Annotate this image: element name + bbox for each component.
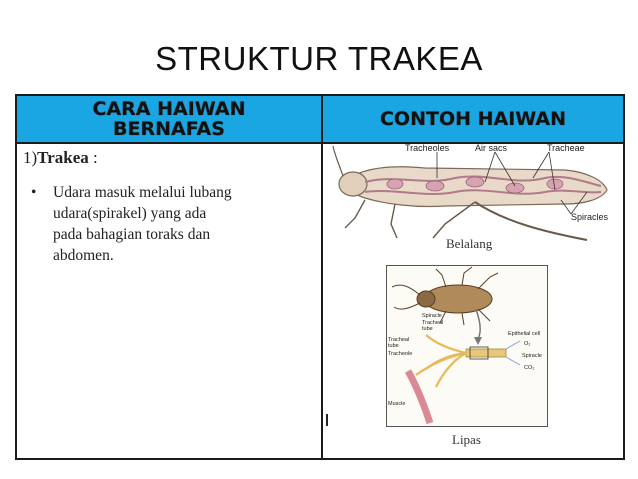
muscle (408, 371, 430, 423)
cockroach-diagram (386, 265, 548, 427)
label-tracheole: Tracheole (388, 351, 413, 357)
cockroach-head (417, 291, 435, 307)
bullet-icon: • (31, 184, 37, 201)
label-spiracles: Spiracles (571, 212, 609, 222)
header-left-label: CARA HAIWAN BERNAFAS (92, 98, 246, 140)
label-co2: CO₂ (524, 365, 535, 371)
label-muscle: Muscle (388, 401, 406, 407)
label-epithelial: Epithelial cell (508, 331, 541, 337)
trakea-heading (23, 148, 98, 168)
bullet-point (31, 182, 311, 266)
label-air-sacs: Air sacs (475, 143, 508, 153)
header-cara-haiwan-bernafas (17, 96, 323, 144)
bullet-text: Udara masuk melalui lubang udara(spirakel) yang ada pada bahagian toraks dan abdomen. (53, 184, 232, 264)
caption-belalang: Belalang (446, 236, 493, 251)
label-spiracle-left: Spiracle (422, 313, 442, 319)
column-divider (321, 142, 323, 458)
label-tube-2: tube (388, 343, 399, 349)
stray-mark (326, 414, 328, 426)
grasshopper-antenna (333, 146, 343, 176)
item-title: Trakea (37, 148, 89, 167)
label-tube-1: tube (422, 326, 433, 332)
label-tracheae: Tracheae (547, 143, 585, 153)
label-tracheoles: Tracheoles (405, 143, 450, 153)
caption-lipas: Lipas (452, 432, 481, 447)
item-number: 1) (23, 148, 38, 167)
label-spiracle-right: Spiracle (522, 353, 542, 359)
slide-title: STRUKTUR TRAKEA (155, 40, 483, 77)
header-contoh-haiwan (323, 96, 623, 144)
item-colon: : (88, 148, 98, 167)
label-tracheal-2: Tracheal (388, 337, 410, 343)
label-tracheal-1: Tracheal (422, 320, 444, 326)
grasshopper-diagram (325, 142, 625, 248)
header-right-label: CONTOH HAIWAN (379, 108, 566, 130)
label-o2: O₂ (524, 341, 531, 347)
cockroach-antenna (392, 285, 420, 295)
